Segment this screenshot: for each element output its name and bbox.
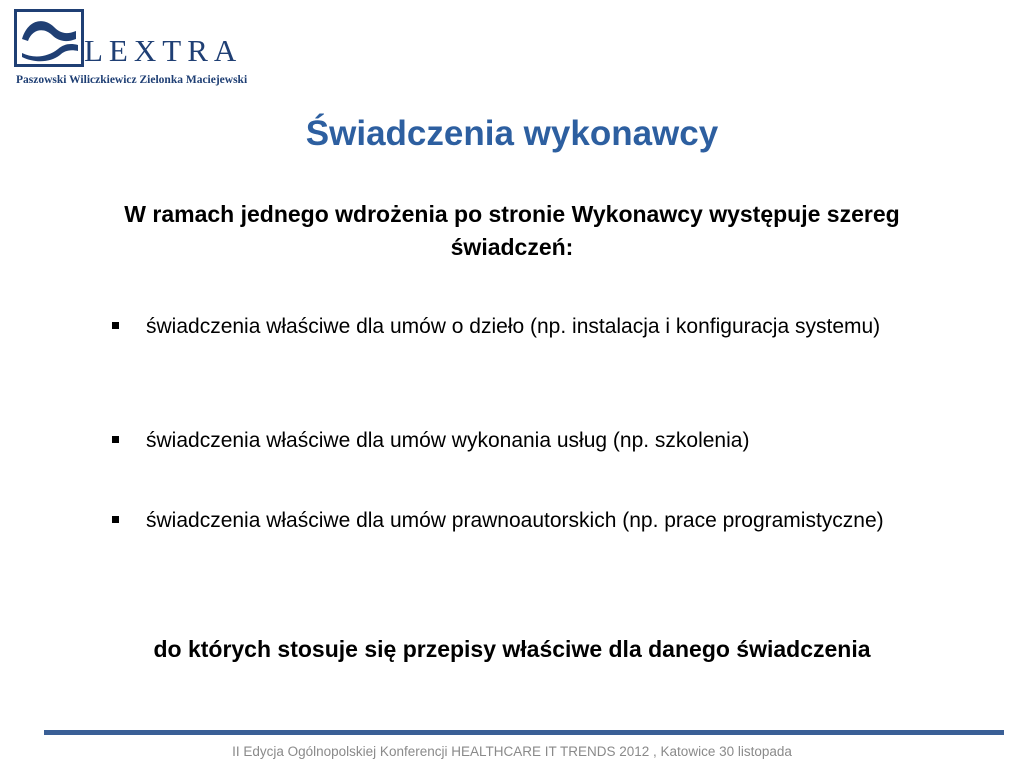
slide-intro: W ramach jednego wdrożenia po stronie Wykonawcy występuje szereg świadczeń:: [124, 201, 900, 260]
footer-text: II Edycja Ogólnopolskiej Konferencji HEALTHCARE IT TRENDS 2012 , Katowice 30 listopada: [232, 744, 792, 759]
square-bullet-icon: [112, 436, 119, 443]
bullet-item: [112, 506, 954, 536]
bullet-text: świadczenia właściwe dla umów prawnoautorskich (np. prace programistyczne): [146, 509, 884, 532]
company-logo: [14, 9, 264, 89]
bullet-text: świadczenia właściwe dla umów o dzieło (np. instalacja i konfiguracja systemu): [146, 315, 881, 338]
bullet-item: [112, 312, 954, 342]
slide-closing: do których stosuje się przepisy właściwe dla danego świadczenia: [153, 636, 871, 662]
square-bullet-icon: [112, 516, 119, 523]
logo-partners: Paszowski Wiliczkiewicz Zielonka Maciejewski: [16, 74, 248, 86]
lextra-logo-mark-icon: [14, 9, 84, 67]
logo-wordmark: LEXTRA: [84, 33, 243, 68]
bullet-item: [112, 426, 954, 456]
footer-divider: [44, 730, 1004, 735]
slide-title: Świadczenia wykonawcy: [305, 114, 719, 153]
square-bullet-icon: [112, 322, 119, 329]
bullet-text: świadczenia właściwe dla umów wykonania usług (np. szkolenia): [146, 429, 750, 452]
